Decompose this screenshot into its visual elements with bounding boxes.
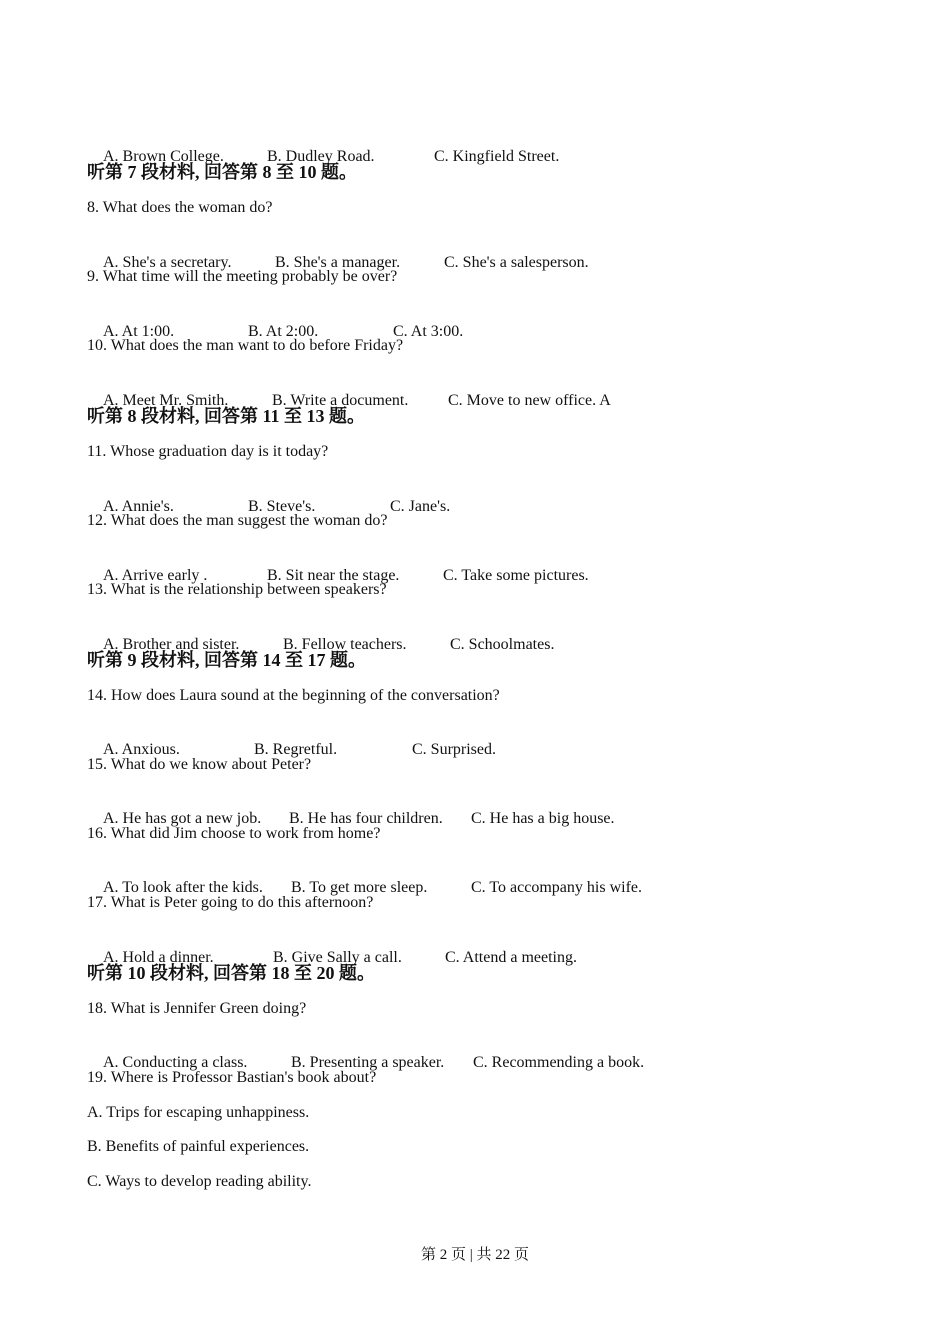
option-b: B. Regretful. (254, 741, 338, 758)
option-b: B. Steve's. (248, 498, 316, 515)
option-c: C. Kingfield Street. (434, 148, 560, 165)
option-a: A. Brother and sister. (103, 636, 240, 653)
question-14: 14. How does Laura sound at the beginning of the conversation? (87, 687, 500, 704)
page-footer: 第 2 页 | 共 22 页 (420, 1247, 529, 1263)
option-a: A. Conducting a class. (103, 1054, 248, 1071)
section-heading-7: 听第 7 段材料, 回答第 8 至 10 题。 (87, 162, 357, 182)
option-c: C. Take some pictures. (443, 567, 589, 584)
option-a: A. Annie's. (103, 498, 174, 515)
option-a: A. Arrive early . (103, 567, 208, 584)
option-b: B. To get more sleep. (291, 879, 428, 896)
option-c: C. Recommending a book. (473, 1054, 645, 1071)
option-b: B. Dudley Road. (267, 148, 375, 165)
option-c: C. She's a salesperson. (444, 254, 589, 271)
option-c: C. Move to new office. A (448, 392, 611, 409)
question-10: 10. What does the man want to do before Friday? (87, 337, 404, 354)
option-a: A. She's a secretary. (103, 254, 232, 271)
question-18: 18. What is Jennifer Green doing? (87, 1000, 307, 1017)
option-b: B. Sit near the stage. (267, 567, 400, 584)
option-c: C. Jane's. (390, 498, 451, 515)
question-11: 11. Whose graduation day is it today? (87, 443, 329, 460)
question-12: 12. What does the man suggest the woman do? (87, 512, 388, 529)
option-c: C. At 3:00. (393, 323, 464, 340)
option-a: A. Meet Mr. Smith. (103, 392, 229, 409)
option-19-c: C. Ways to develop reading ability. (87, 1173, 312, 1190)
option-b: B. At 2:00. (248, 323, 319, 340)
section-heading-8: 听第 8 段材料, 回答第 11 至 13 题。 (87, 406, 366, 426)
option-a: A. To look after the kids. (103, 879, 263, 896)
option-a: A. Anxious. (103, 741, 180, 758)
option-b: B. Presenting a speaker. (291, 1054, 445, 1071)
section-heading-10: 听第 10 段材料, 回答第 18 至 20 题。 (87, 963, 375, 983)
question-17: 17. What is Peter going to do this afternoon? (87, 894, 374, 911)
option-a: A. Brown College. (103, 148, 224, 165)
question-13: 13. What is the relationship between speakers? (87, 581, 387, 598)
option-c: C. He has a big house. (471, 810, 615, 827)
question-8: 8. What does the woman do? (87, 199, 273, 216)
option-b: B. He has four children. (289, 810, 443, 827)
question-16: 16. What did Jim choose to work from home? (87, 825, 381, 842)
question-15: 15. What do we know about Peter? (87, 756, 312, 773)
option-c: C. Surprised. (412, 741, 496, 758)
option-a: A. Hold a dinner. (103, 949, 214, 966)
option-b: B. Fellow teachers. (283, 636, 407, 653)
question-9: 9. What time will the meeting probably be over? (87, 268, 398, 285)
question-19: 19. Where is Professor Bastian's book about? (87, 1069, 377, 1086)
option-c: C. To accompany his wife. (471, 879, 642, 896)
option-b: B. Write a document. (272, 392, 409, 409)
option-b: B. Give Sally a call. (273, 949, 402, 966)
option-c: C. Schoolmates. (450, 636, 555, 653)
option-a: A. At 1:00. (103, 323, 175, 340)
option-b: B. She's a manager. (275, 254, 401, 271)
option-a: A. He has got a new job. (103, 810, 262, 827)
section-heading-9: 听第 9 段材料, 回答第 14 至 17 题。 (87, 650, 366, 670)
option-19-b: B. Benefits of painful experiences. (87, 1138, 310, 1155)
option-c: C. Attend a meeting. (445, 949, 577, 966)
option-19-a: A. Trips for escaping unhappiness. (87, 1104, 310, 1121)
